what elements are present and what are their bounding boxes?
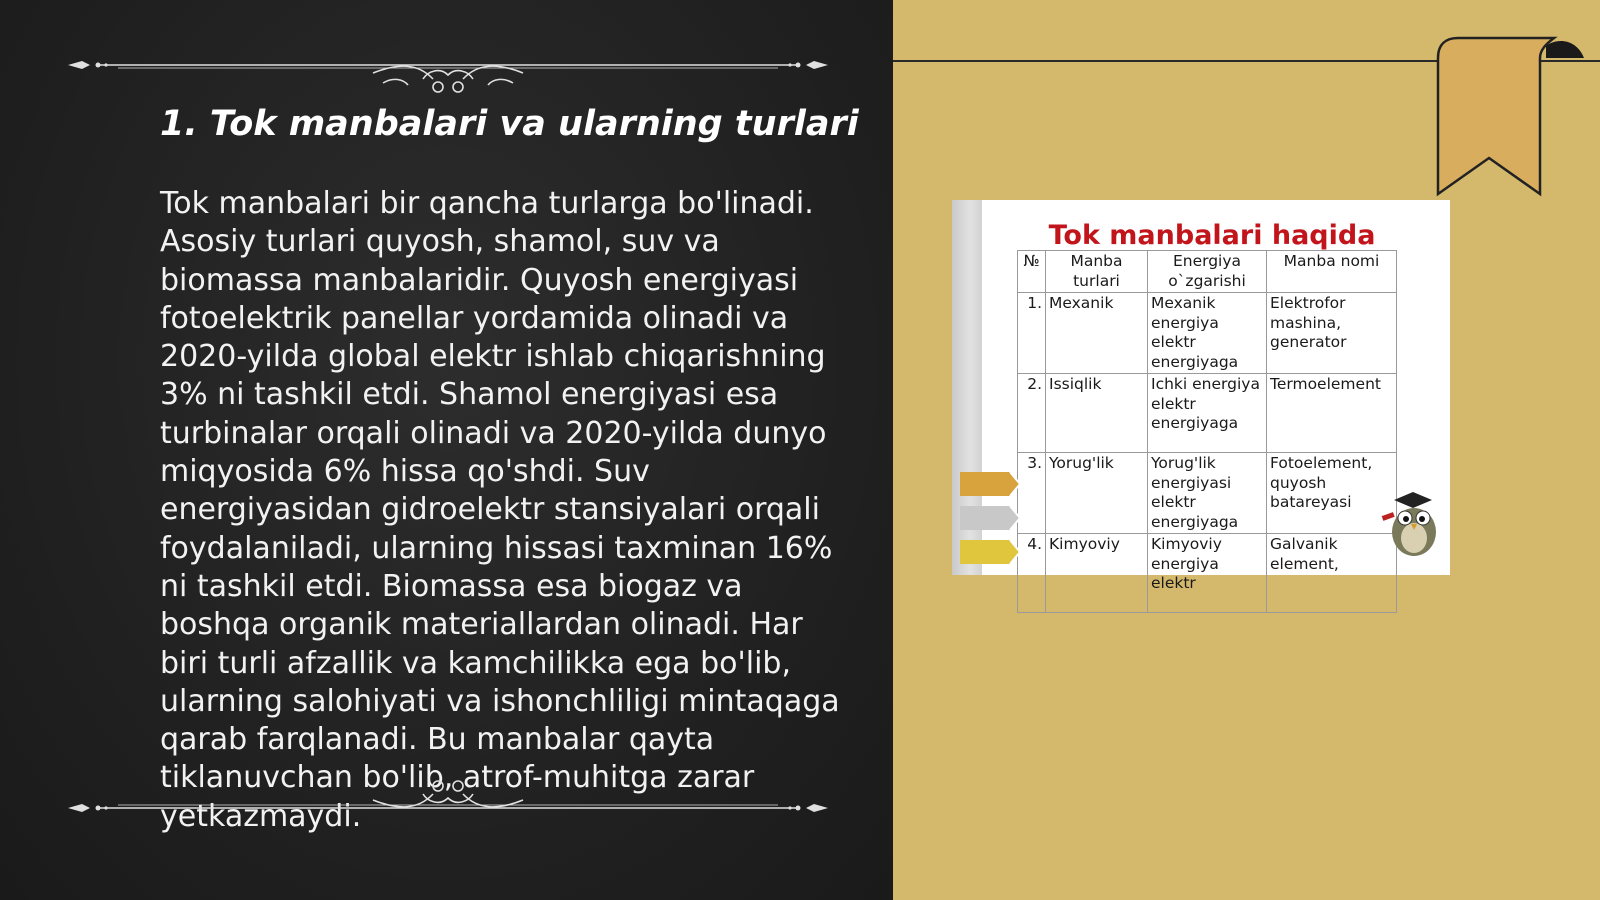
ornament-divider-top xyxy=(68,45,828,85)
table-cell: 1. xyxy=(1018,293,1046,374)
table-cell: Kimyoviy energiya elektr xyxy=(1148,534,1267,613)
table-cell: Ichki energiya elektr energiyaga xyxy=(1148,374,1267,453)
table-cell: 4. xyxy=(1018,534,1046,613)
table-cell: 2. xyxy=(1018,374,1046,453)
table-header-cell: Manba turlari xyxy=(1046,251,1148,293)
arrow-tabs-icon xyxy=(960,470,1030,575)
slide-title: 1. Tok manbalari va ularning turlari xyxy=(160,104,859,144)
table-row xyxy=(1018,293,1397,374)
table-cell: Mexanik xyxy=(1046,293,1148,374)
table-cell: Issiqlik xyxy=(1046,374,1148,453)
table-cell: Fotoelement, quyosh batareyasi xyxy=(1267,453,1397,534)
table-header-cell: № xyxy=(1018,251,1046,293)
table-header-row xyxy=(1018,251,1397,293)
table-row xyxy=(1018,374,1397,453)
table-cell: Galvanik element, xyxy=(1267,534,1397,613)
slide-body-text: Tok manbalari bir qancha turlarga bo'linadi. Asosiy turlari quyosh, shamol, suv va biomassa manbalaridir. Quyosh energiyasi fotoelektrik panellar yordamida olinadi va 2020-yilda global elektr ishlab chiqarishning 3% ni tashkil etdi. Shamol energiyasi esa turbinalar orqali olinadi va 2020-yilda dunyo miqyosida 6% hissa qo'shdi. Suv energiyasidan gidroelektr stansiyalari orqali foydalaniladi, ularning hissasi taxminan 16% ni tashkil etdi. Biomassa esa biogaz va boshqa organik materiallardan olinadi. Har biri turli afzallik va kamchilikka ega bo'lib, ularning salohiyati va ishonchliligi mintaqaga qarab farqlanadi. Bu manbalar qayta tiklanuvchan bo'lib, atrof-muhitga zarar yetkazmaydi. xyxy=(160,186,840,834)
source-image xyxy=(952,200,1450,592)
energy-sources-table xyxy=(1017,250,1397,613)
table-row xyxy=(1018,534,1397,613)
bookmark-ribbon-icon xyxy=(1436,36,1586,198)
table-cell: Yorug'lik energiyasi elektr energiyaga xyxy=(1148,453,1267,534)
table-cell: 3. xyxy=(1018,453,1046,534)
owl-mascot-icon xyxy=(1380,488,1446,558)
table-header-cell: Energiya o`zgarishi xyxy=(1148,251,1267,293)
table-cell: Yorug'lik xyxy=(1046,453,1148,534)
table-header-cell: Manba nomi xyxy=(1267,251,1397,293)
table-cell: Termoelement xyxy=(1267,374,1397,453)
table-cell: Kimyoviy xyxy=(1046,534,1148,613)
table-cell: Mexanik energiya elektr energiyaga xyxy=(1148,293,1267,374)
image-title: Tok manbalari haqida xyxy=(1048,220,1376,251)
table-cell: Elektrofor mashina, generator xyxy=(1267,293,1397,374)
table-row xyxy=(1018,453,1397,534)
ornament-divider-bottom xyxy=(68,788,828,828)
